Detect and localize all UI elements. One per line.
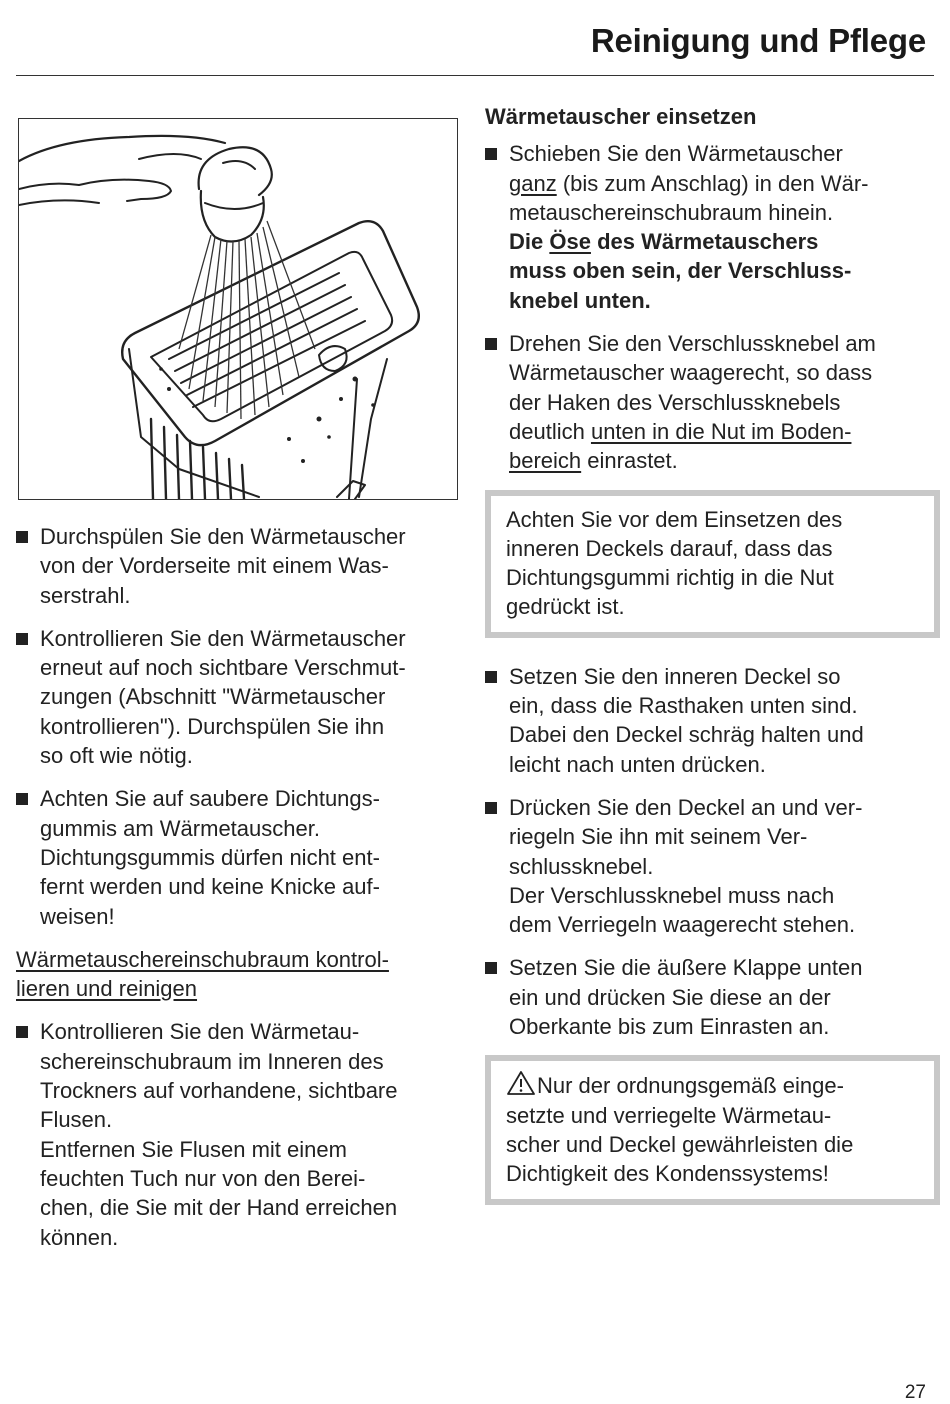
bullet-icon [16, 633, 28, 645]
bullet-icon [16, 1026, 28, 1038]
rinsing-drawing [19, 119, 457, 499]
left-column [16, 522, 456, 1266]
right-column [485, 102, 930, 1229]
list-item: Drücken Sie den Deckel an und ver- riegeln Sie ihn mit seinem Ver- schlussknebel. Der Verschlussknebel muss nach dem Verriegeln waagerecht stehen. [485, 793, 930, 939]
bullet-icon [16, 531, 28, 543]
list-item: Setzen Sie den inneren Deckel so ein, dass die Rasthaken unten sind. Dabei den Deckel schräg halten und leicht nach unten drücken. [485, 662, 930, 779]
list-item: Achten Sie auf saubere Dichtungs- gummis am Wärmetauscher. Dichtungsgummis dürfen nicht ent- fernt werden und keine Knicke auf- weisen! [16, 784, 456, 930]
section-heading: Wärmetauscher einsetzen [485, 104, 757, 129]
page-number: 27 [904, 1382, 926, 1403]
bullet-icon [485, 671, 497, 683]
bullet-icon [485, 802, 497, 814]
list-item: Schieben Sie den Wärmetauscher ganz (bis zum Anschlag) in den Wär- metauschereinschubraum hinein. Die Öse des Wärmetauschers muss oben sein, der Verschluss- knebel unten. [485, 139, 930, 315]
section-heading-link: Wärmetauschereinschubraum kontrol- lieren und reinigen [16, 946, 389, 1002]
list-item: Kontrollieren Sie den Wärmetauscher erneut auf noch sichtbare Verschmut- zungen (Abschnitt "Wärmetauscher kontrollieren"). Durchspülen Sie ihn so oft wie nötig. [16, 624, 456, 770]
list-item: Drehen Sie den Verschlussknebel am Wärmetauscher waagerecht, so dass der Haken des Verschlussknebels deutlich unten in die Nut im Boden- bereich einrastet. [485, 329, 930, 475]
list-item: Kontrollieren Sie den Wärmetau- schereinschubraum im Inneren des Trockners auf vorhandene, sichtbare Flusen. Entfernen Sie Flusen mit einem feuchten Tuch nur von den Berei- chen, die Sie mit der Hand erreichen können. [16, 1017, 456, 1251]
page-title: Reinigung und Pflege [590, 22, 926, 59]
bullet-icon [485, 338, 497, 350]
list-item: Setzen Sie die äußere Klappe unten ein und drücken Sie diese an der Oberkante bis zum Einrasten an. [485, 953, 930, 1041]
bullet-icon [16, 793, 28, 805]
bullet-icon [485, 962, 497, 974]
list-item: Durchspülen Sie den Wärmetauscher von der Vorderseite mit einem Was- serstrahl. [16, 522, 456, 610]
header-divider [16, 75, 934, 76]
warning-triangle-icon [506, 1070, 536, 1096]
note-box: Achten Sie vor dem Einsetzen des inneren Deckels darauf, dass das Dichtungsgummi richtig in die Nut gedrückt ist. [485, 490, 940, 638]
warning-box: Nur der ordnungsgemäß einge- setzte und verriegelte Wärmetau- scher und Deckel gewährleisten die Dichtigkeit des Kondenssystems! [485, 1055, 940, 1204]
bullet-icon [485, 148, 497, 160]
heat-exchanger-rinsing-illustration [18, 118, 458, 500]
